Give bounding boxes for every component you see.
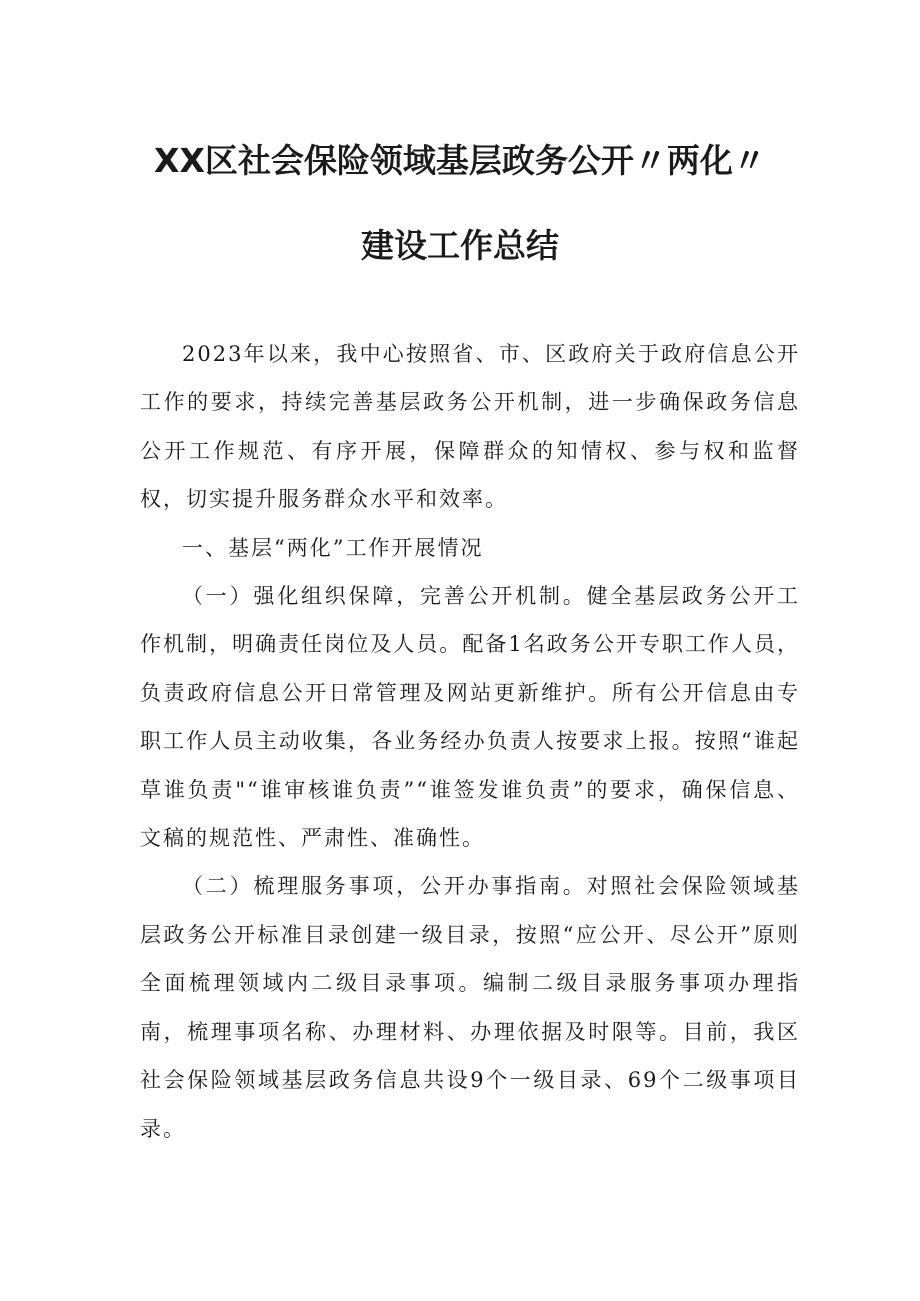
subsection-paragraph-2: （二）梳理服务事项，公开办事指南。对照社会保险领域基层政务公开标准目录创建一级目录，按照“应公开、尽公开”原则全面梳理领域内二级目录事项。编制二级目录服务事项办理指南，梳理事项名称、办理材料、办理依据及时限等。目前，我区社会保险领域基层政务信息共设9个一级目录、69个二级事项目录。 <box>140 874 800 1141</box>
subsection-paragraph-1: （一）强化组织保障，完善公开机制。健全基层政务公开工作机制，明确责任岗位及人员。配备1名政务公开专职工作人员，负责政府信息公开日常管理及网站更新维护。所有公开信息由专职工作人员主动收集，各业务经办负责人按要求上报。按照“谁起草谁负责"“谁审核谁负责”“谁签发谁负责”的要求，确保信息、文稿的规范性、严肃性、准确性。 <box>140 584 800 851</box>
document-title-line-1: XX区社会保险领域基层政务公开〃两化〃 <box>154 141 766 180</box>
document-body <box>140 330 800 1153</box>
section-heading-1: 一、基层“两化”工作开展情况 <box>182 535 484 560</box>
document-title-line-2: 建设工作总结 <box>361 226 559 265</box>
intro-paragraph: 2023年以来，我中心按照省、市、区政府关于政府信息公开工作的要求，持续完善基层政务公开机制，进一步确保政务信息公开工作规范、有序开展，保障群众的知情权、参与权和监督权，切实提升服务群众水平和效率。 <box>140 342 800 512</box>
